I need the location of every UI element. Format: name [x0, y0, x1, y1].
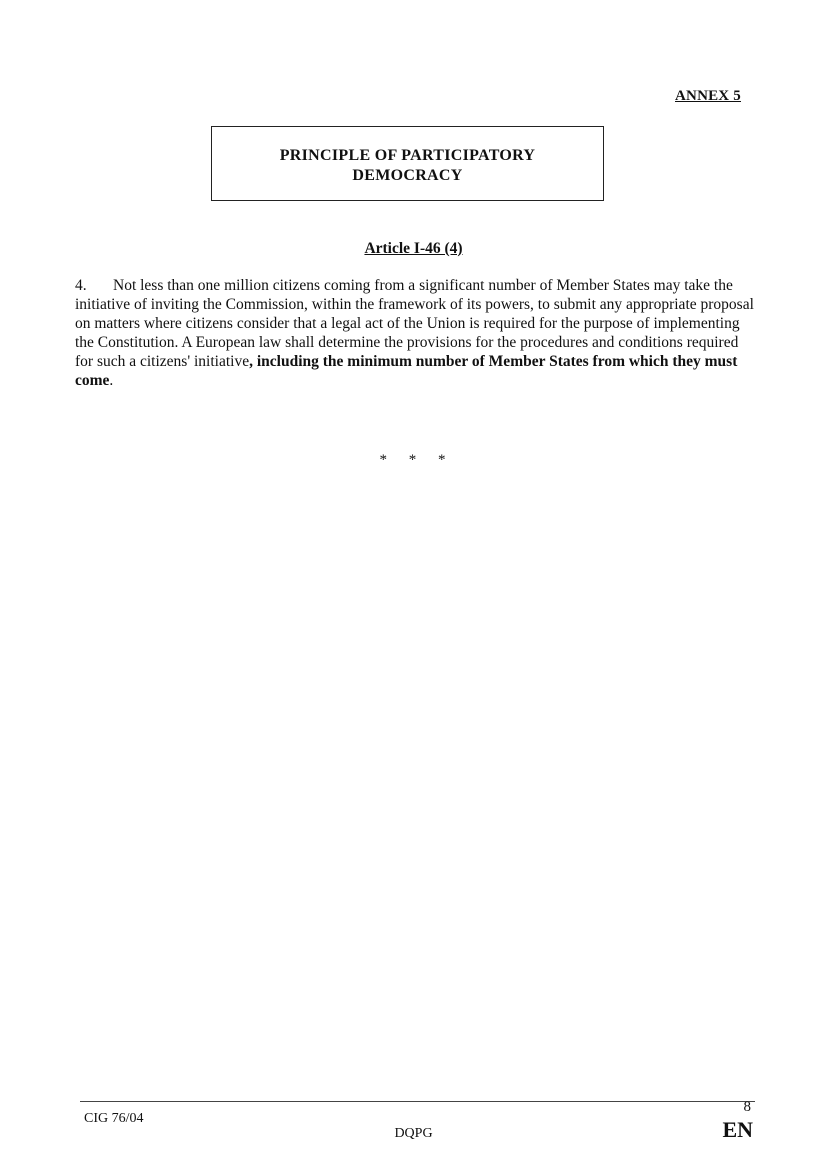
- paragraph-bold-text: , including the minimum number of Member States from which they must come: [75, 353, 738, 389]
- title-line-1: PRINCIPLE OF PARTICIPATORY: [279, 147, 536, 164]
- article-heading: Article I-46 (4): [364, 240, 463, 257]
- document-reference: CIG 76/04: [84, 1111, 144, 1126]
- footer-divider: [80, 1101, 755, 1102]
- paragraph-number: 4.: [75, 277, 87, 294]
- section-separator: * * *: [379, 452, 448, 468]
- paragraph-text: Not less than one million citizens coming from a significant number of Member States may take the initiative of inviting the Commission, within the framework of its powers, to submit any appropriate proposal on matters where citizens consider that a legal act of the Union is required for the purpose of implementing the Constitution. A European law shall determine the provisions for the procedures and conditions required for such a citizens' initiative: [75, 277, 754, 370]
- department-code: DQPG: [394, 1126, 433, 1141]
- title-box: [211, 126, 604, 201]
- language-code: EN: [722, 1117, 753, 1142]
- annex-label: ANNEX 5: [675, 88, 741, 104]
- paragraph-end: .: [109, 372, 114, 389]
- title-line-2: DEMOCRACY: [352, 167, 463, 184]
- page-number: 8: [743, 1099, 751, 1115]
- article-paragraph: [75, 276, 755, 390]
